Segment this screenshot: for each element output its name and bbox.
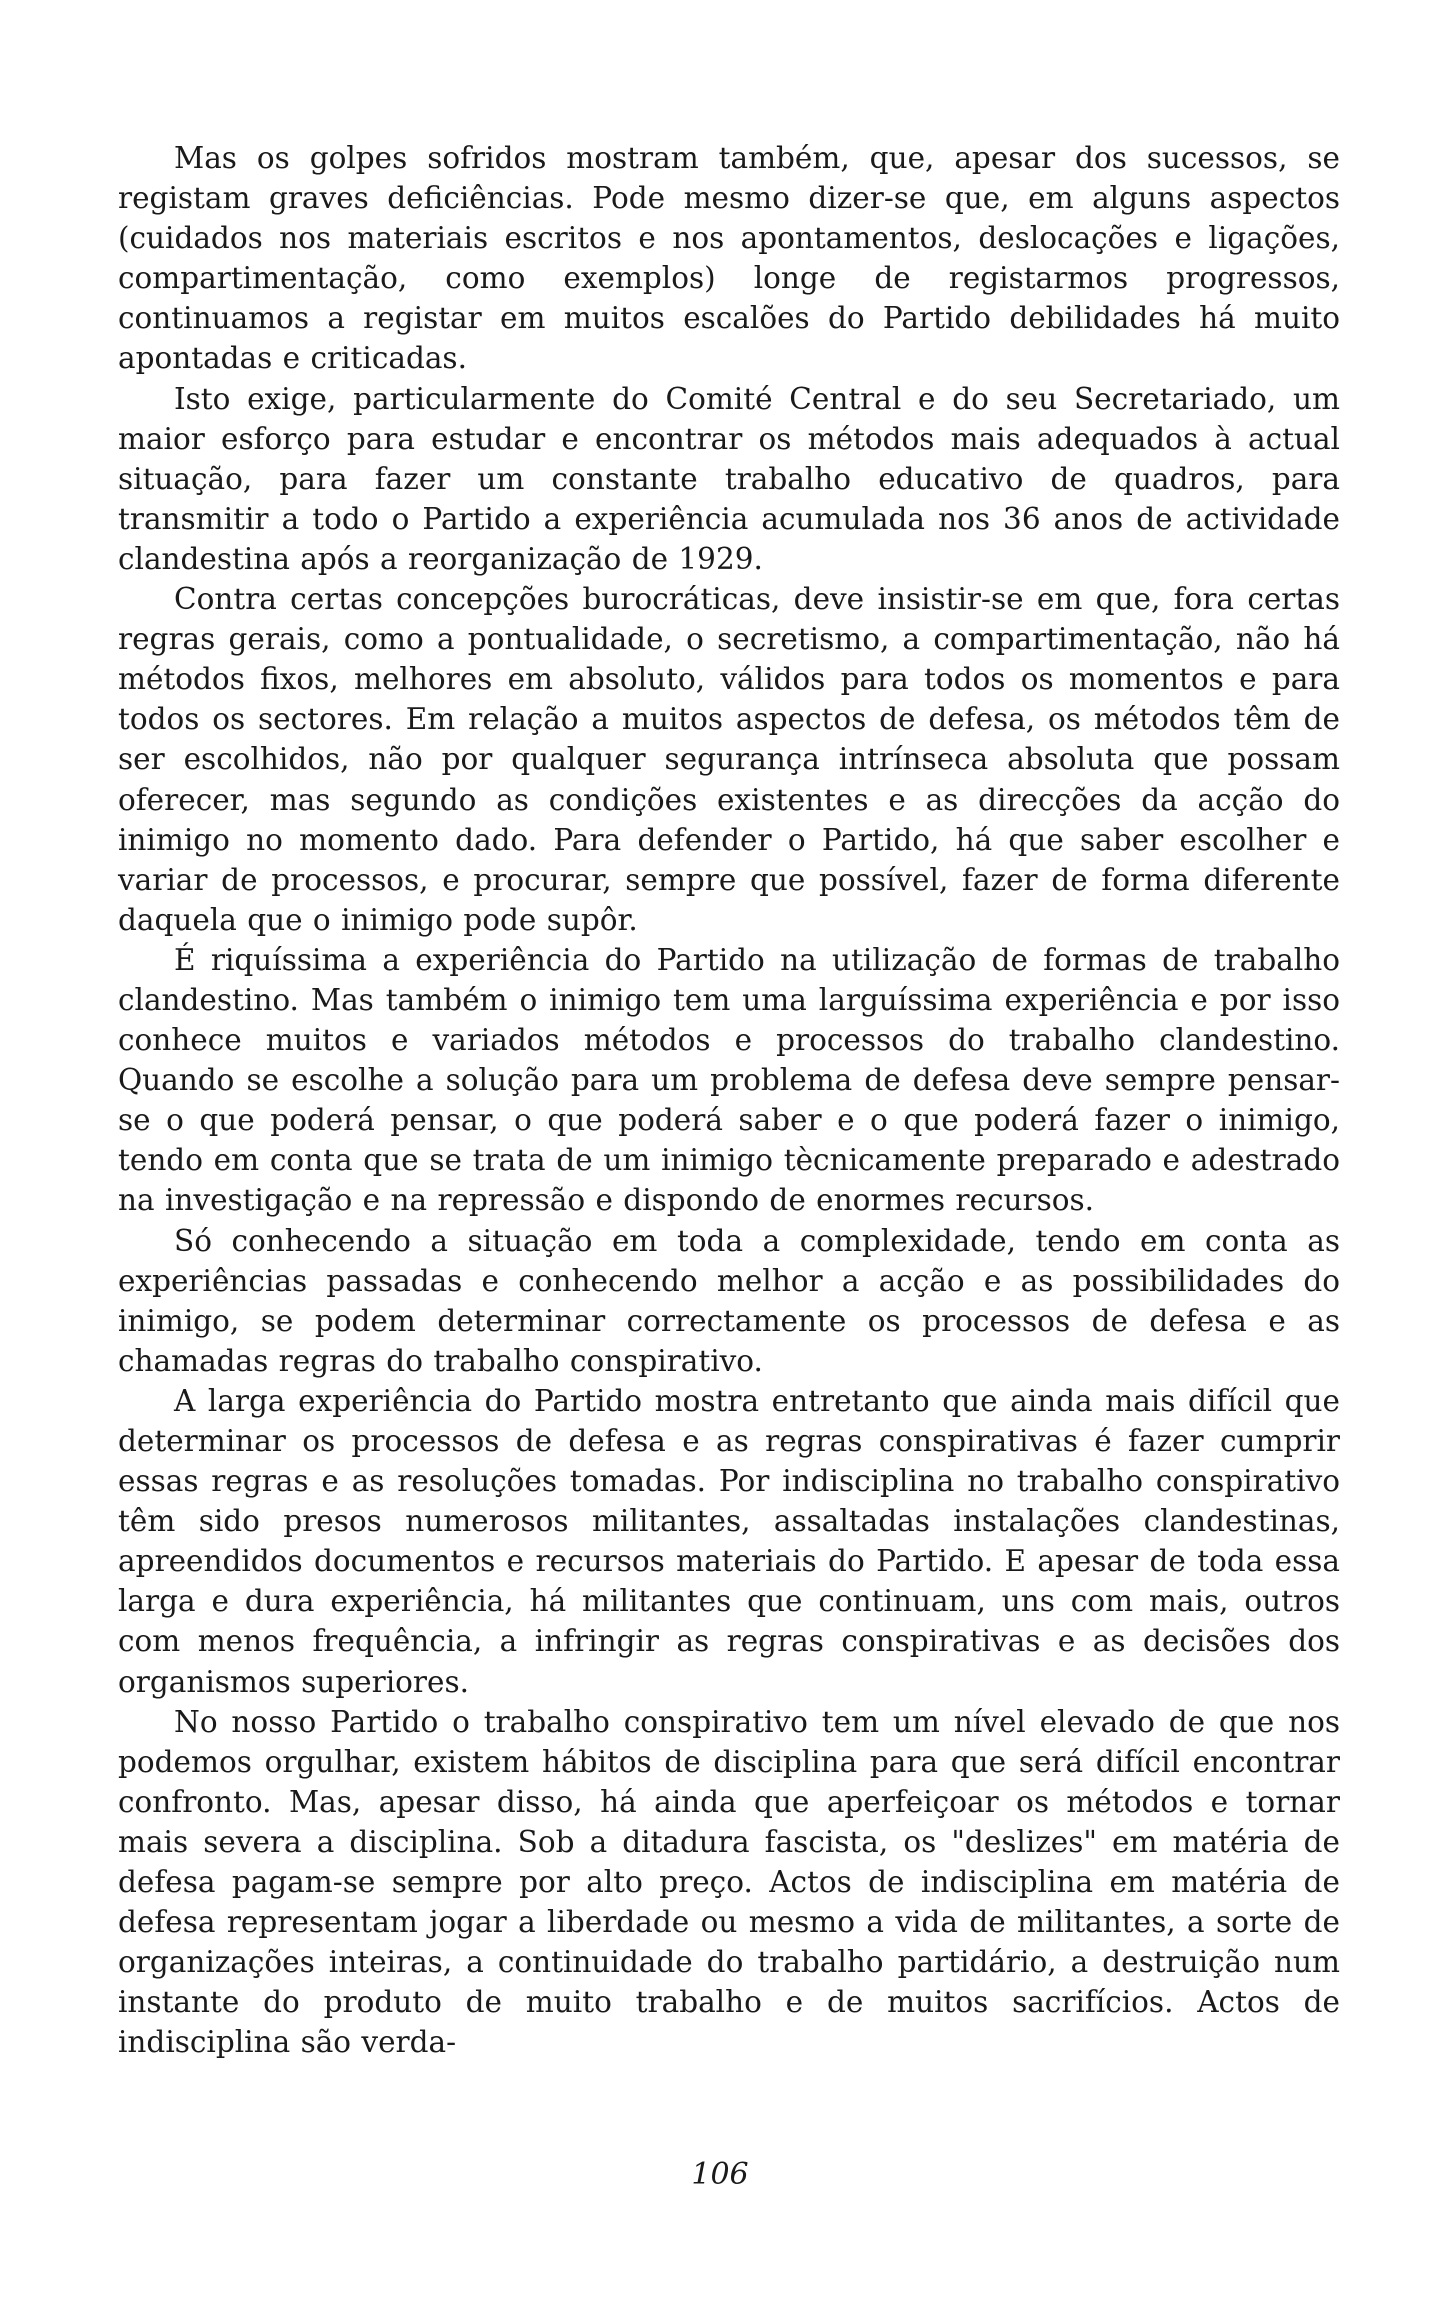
paragraph: A larga experiência do Partido mostra entretanto que ainda mais difícil que determinar os processos de defesa e as regras conspirativas é fazer cumprir essas regras e as resoluções tomadas. Por indisciplina no trabalho conspirativo têm sido presos numerosos militantes, assaltadas instalações clandestinas, apreendidos documentos e recursos materiais do Partido. E apesar de toda essa larga e dura experiência, há militantes que continuam, uns com mais, outros com menos frequência, a infringir as regras conspirativas e as decisões dos organismos superiores. xyxy=(118,1383,1340,1699)
paragraph: Mas os golpes sofridos mostram também, que, apesar dos sucessos, se registam graves deficiências. Pode mesmo dizer-se que, em alguns aspectos (cuidados nos materiais escritos e nos apontamentos, deslocações e ligações, compartimentação, como exemplos) longe de registarmos progressos, continuamos a registar em muitos escalões do Partido debilidades há muito apontadas e criticadas. xyxy=(118,141,1340,376)
paragraph: Só conhecendo a situação em toda a complexidade, tendo em conta as experiências passadas e conhecendo melhor a acção e as possibilidades do inimigo, se podem determinar correctamente os processos de defesa e as chamadas regras do trabalho conspirativo. xyxy=(118,1223,1340,1378)
paragraph: É riquíssima a experiência do Partido na utilização de formas de trabalho clandestino. Mas também o inimigo tem uma larguíssima experiência e por isso conhece muitos e variados métodos e processos do trabalho clandestino. Quando se escolhe a solução para um problema de defesa deve sempre pensar-se o que poderá pensar, o que poderá saber e o que poderá fazer o inimigo, tendo em conta que se trata de um inimigo tècnicamente preparado e adestrado na investigação e na repressão e dispondo de enormes recursos. xyxy=(118,942,1340,1218)
body-text xyxy=(118,138,1340,2063)
paragraph: Contra certas concepções burocráticas, deve insistir-se em que, fora certas regras gerais, como a pontualidade, o secretismo, a compartimentação, não há métodos fixos, melhores em absoluto, válidos para todos os momentos e para todos os sectores. Em relação a muitos aspectos de defesa, os métodos têm de ser escolhidos, não por qualquer segurança intrínseca absoluta que possam oferecer, mas segundo as condições existentes e as direcções da acção do inimigo no momento dado. Para defender o Partido, há que saber escolher e variar de processos, e procurar, sempre que possível, fazer de forma diferente daquela que o inimigo pode supôr. xyxy=(118,582,1340,937)
paragraph: No nosso Partido o trabalho conspirativo tem um nível elevado de que nos podemos orgulhar, existem hábitos de disciplina para que será difícil encontrar confronto. Mas, apesar disso, há ainda que aperfeiçoar os métodos e tornar mais severa a disciplina. Sob a ditadura fascista, os "deslizes" em matéria de defesa pagam-se sempre por alto preço. Actos de indisciplina em matéria de defesa representam jogar a liberdade ou mesmo a vida de militantes, a sorte de organizações inteiras, a continuidade do trabalho partidário, a destruição num instante do produto de muito trabalho e de muitos sacrifícios. Actos de indisciplina são verda- xyxy=(118,1704,1340,2060)
paragraph: Isto exige, particularmente do Comité Central e do seu Secretariado, um maior esforço para estudar e encontrar os métodos mais adequados à actual situação, para fazer um constante trabalho educativo de quadros, para transmitir a todo o Partido a experiência acumulada nos 36 anos de actividade clandestina após a reorganização de 1929. xyxy=(118,381,1340,576)
page-number: 106 xyxy=(691,2157,749,2192)
